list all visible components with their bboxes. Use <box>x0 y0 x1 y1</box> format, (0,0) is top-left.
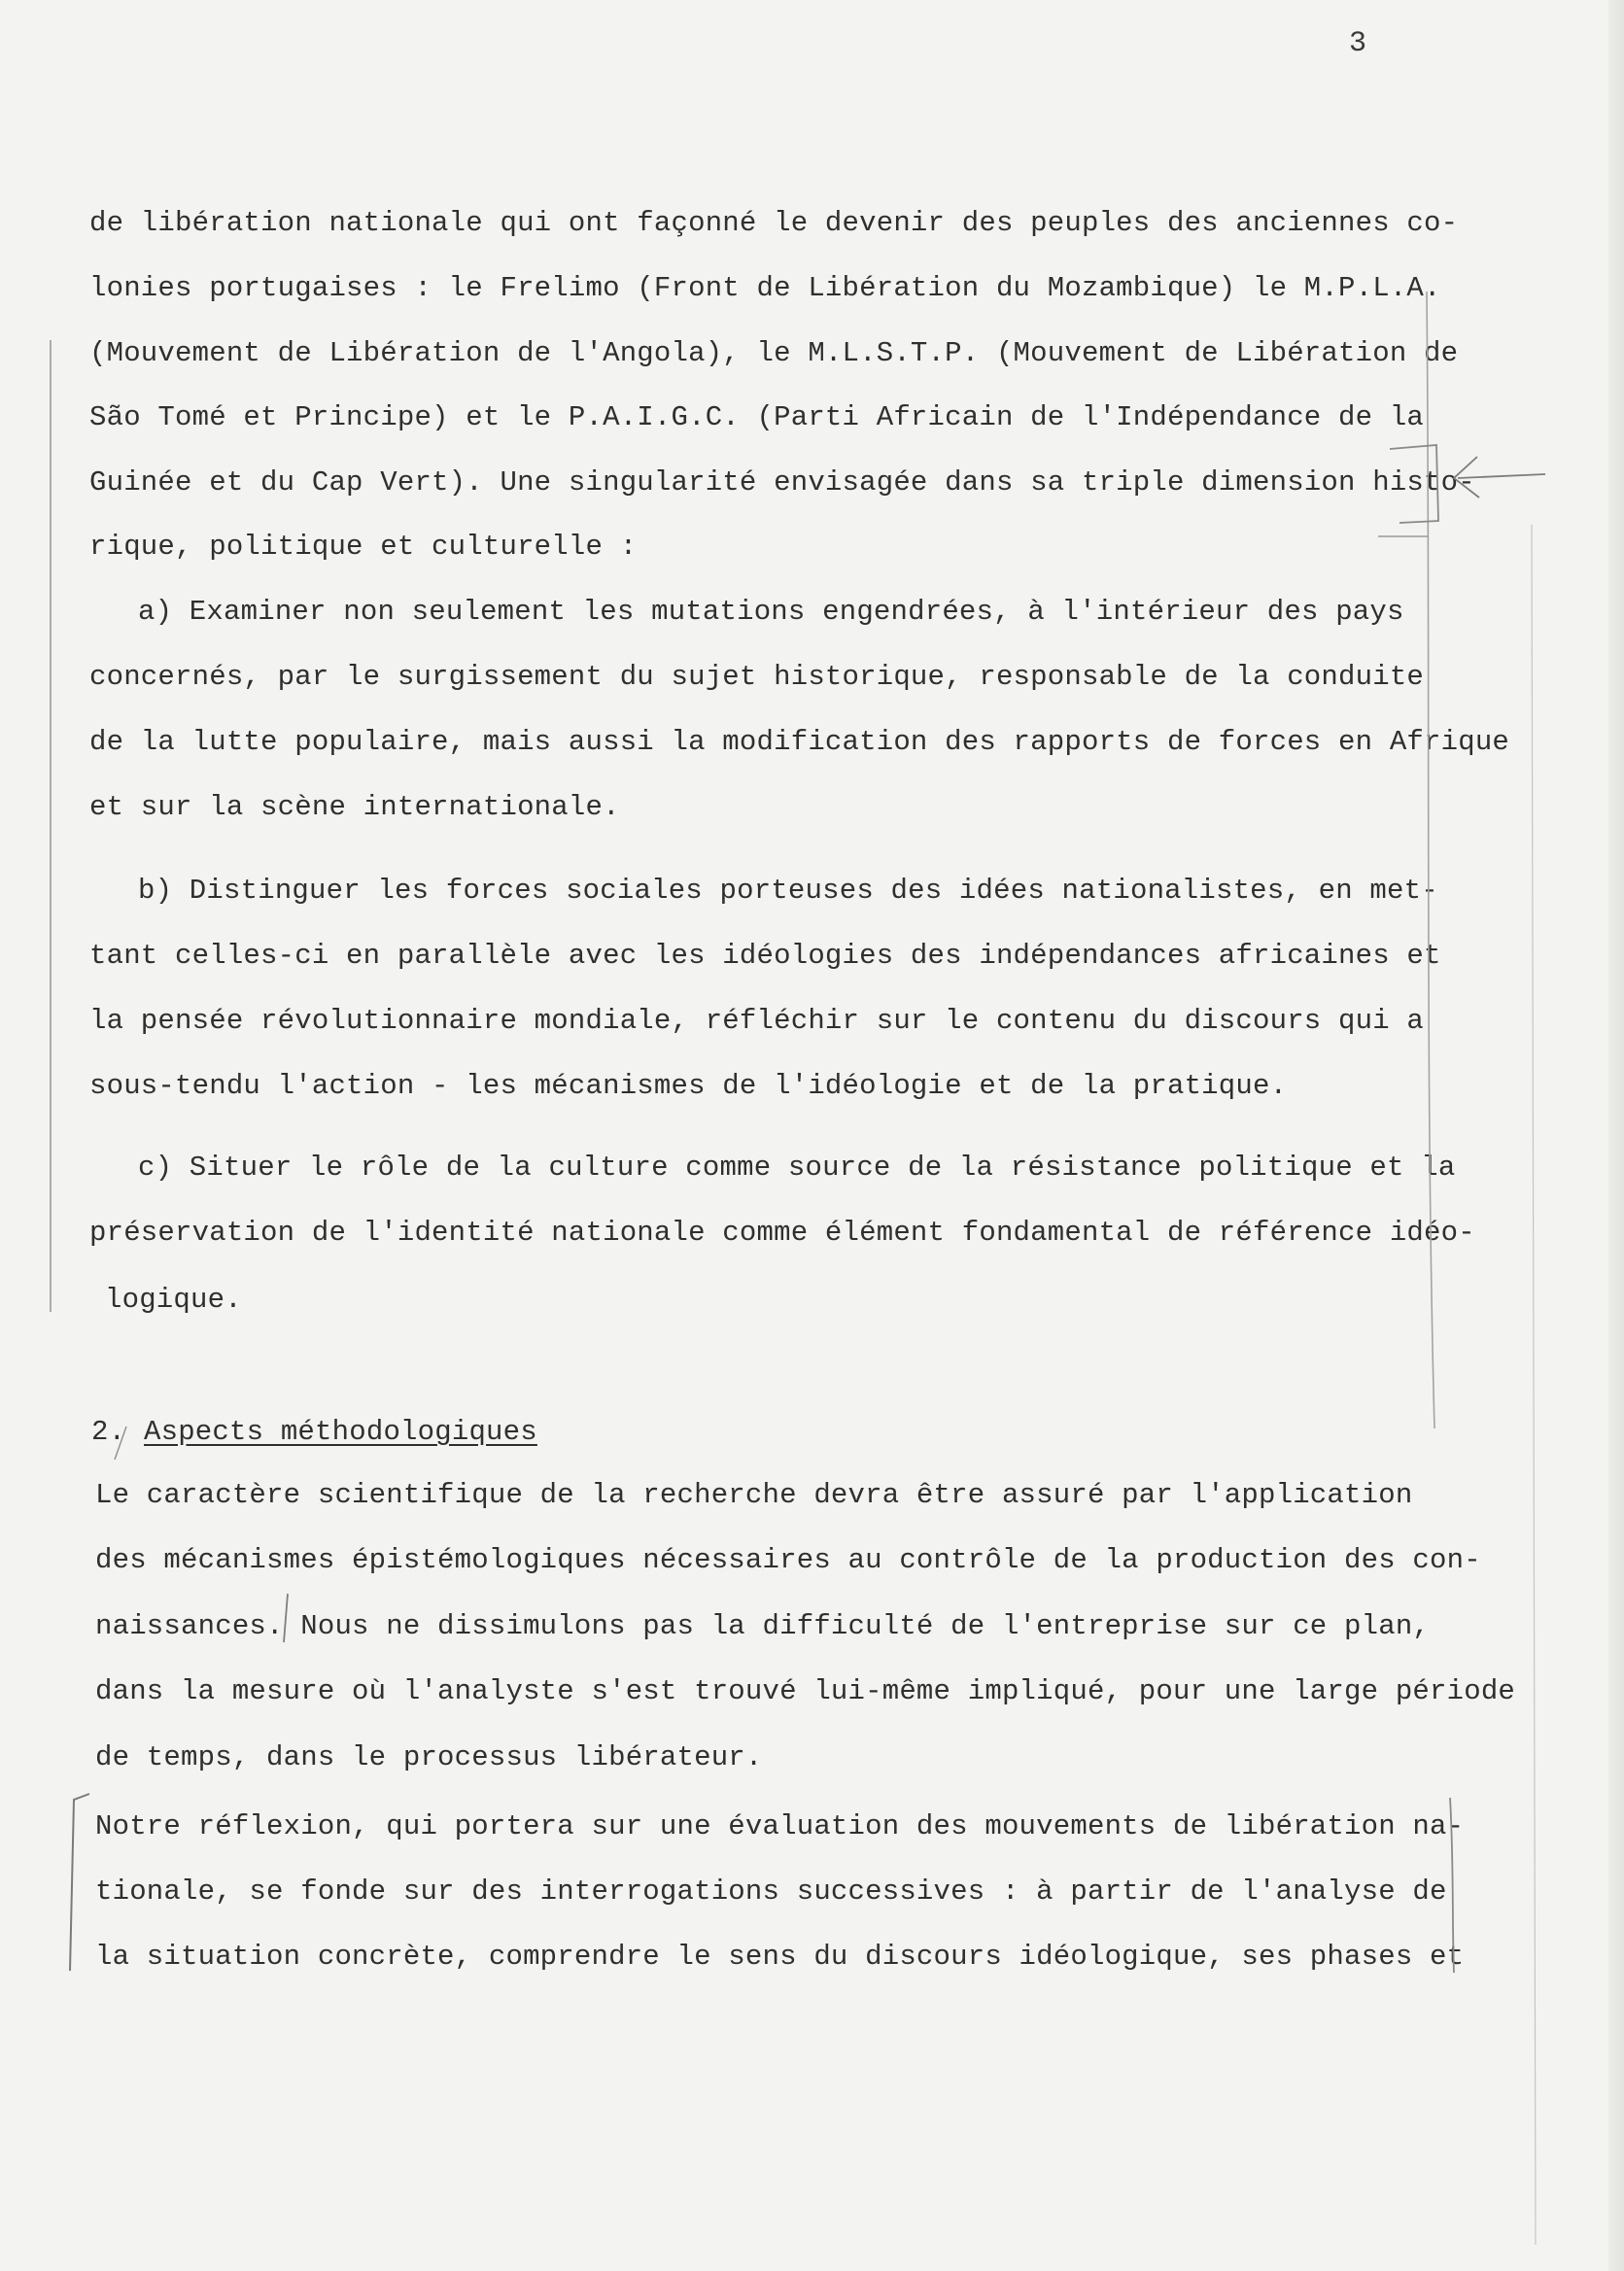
text-line: Guinée et du Cap Vert). Une singularité envisagée dans sa triple dimension histo- <box>89 466 1475 499</box>
section-heading-number: 2. <box>91 1416 126 1448</box>
text-line: naissances. Nous ne dissimulons pas la difficulté de l'entreprise sur ce plan, <box>95 1610 1431 1642</box>
text-line: tionale, se fonde sur des interrogations successives : à partir de l'analyse de <box>95 1875 1447 1908</box>
text-line: São Tomé et Principe) et le P.A.I.G.C. (Parti Africain de l'Indépendance de la <box>89 401 1425 433</box>
text-line: (Mouvement de Libération de l'Angola), le M.L.S.T.P. (Mouvement de Libération de <box>89 337 1459 369</box>
list-item-a-line: concernés, par le surgissement du sujet historique, responsable de la conduite <box>89 661 1425 693</box>
text-line: rique, politique et culturelle : <box>89 531 638 563</box>
list-item-b-line: tant celles-ci en parallèle avec les idéologies des indépendances africaines et <box>89 940 1441 972</box>
list-item-c-line: préservation de l'identité nationale comme élément fondamental de référence idéo- <box>89 1217 1475 1249</box>
section-heading-title: Aspects méthodologiques <box>144 1416 537 1448</box>
text-line: lonies portugaises : le Frelimo (Front de Libération du Mozambique) le M.P.L.A. <box>89 272 1441 304</box>
text-line: dans la mesure où l'analyste s'est trouvé lui-même impliqué, pour une large période <box>95 1675 1516 1707</box>
page-edge-shadow <box>1608 0 1624 2271</box>
text-line: Le caractère scientifique de la recherche devra être assuré par l'application <box>95 1479 1413 1511</box>
text-line: la situation concrète, comprendre le sens du discours idéologique, ses phases et <box>95 1941 1465 1973</box>
page-fold-line <box>1532 525 1536 2245</box>
list-item-c-line: logique. <box>105 1284 242 1316</box>
list-item-b-line: b) Distinguer les forces sociales porteuses des idées nationalistes, en met- <box>138 875 1438 907</box>
list-item-a-line: a) Examiner non seulement les mutations engendrées, à l'intérieur des pays <box>138 596 1404 628</box>
page-number: 3 <box>1349 27 1367 60</box>
text-line: de temps, dans le processus libérateur. <box>95 1741 763 1773</box>
right-margin-line <box>1427 292 1434 1428</box>
text-line: Notre réflexion, qui portera sur une évaluation des mouvements de libération na- <box>95 1810 1465 1842</box>
text-line: de libération nationale qui ont façonné le devenir des peuples des anciennes co- <box>89 207 1459 239</box>
list-item-a-line: de la lutte populaire, mais aussi la modification des rapports de forces en Afrique <box>89 726 1510 758</box>
list-item-b-line: sous-tendu l'action - les mécanismes de l'idéologie et de la pratique. <box>89 1070 1288 1102</box>
list-item-c-line: c) Situer le rôle de la culture comme source de la résistance politique et la <box>138 1152 1456 1184</box>
left-margin-line <box>50 340 51 1312</box>
list-item-b-line: la pensée révolutionnaire mondiale, réfléchir sur le contenu du discours qui a <box>89 1005 1425 1037</box>
list-item-a-line: et sur la scène internationale. <box>89 791 620 823</box>
text-line: des mécanismes épistémologiques nécessaires au contrôle de la production des con- <box>95 1544 1481 1576</box>
left-paragraph-bracket <box>70 1794 89 1971</box>
